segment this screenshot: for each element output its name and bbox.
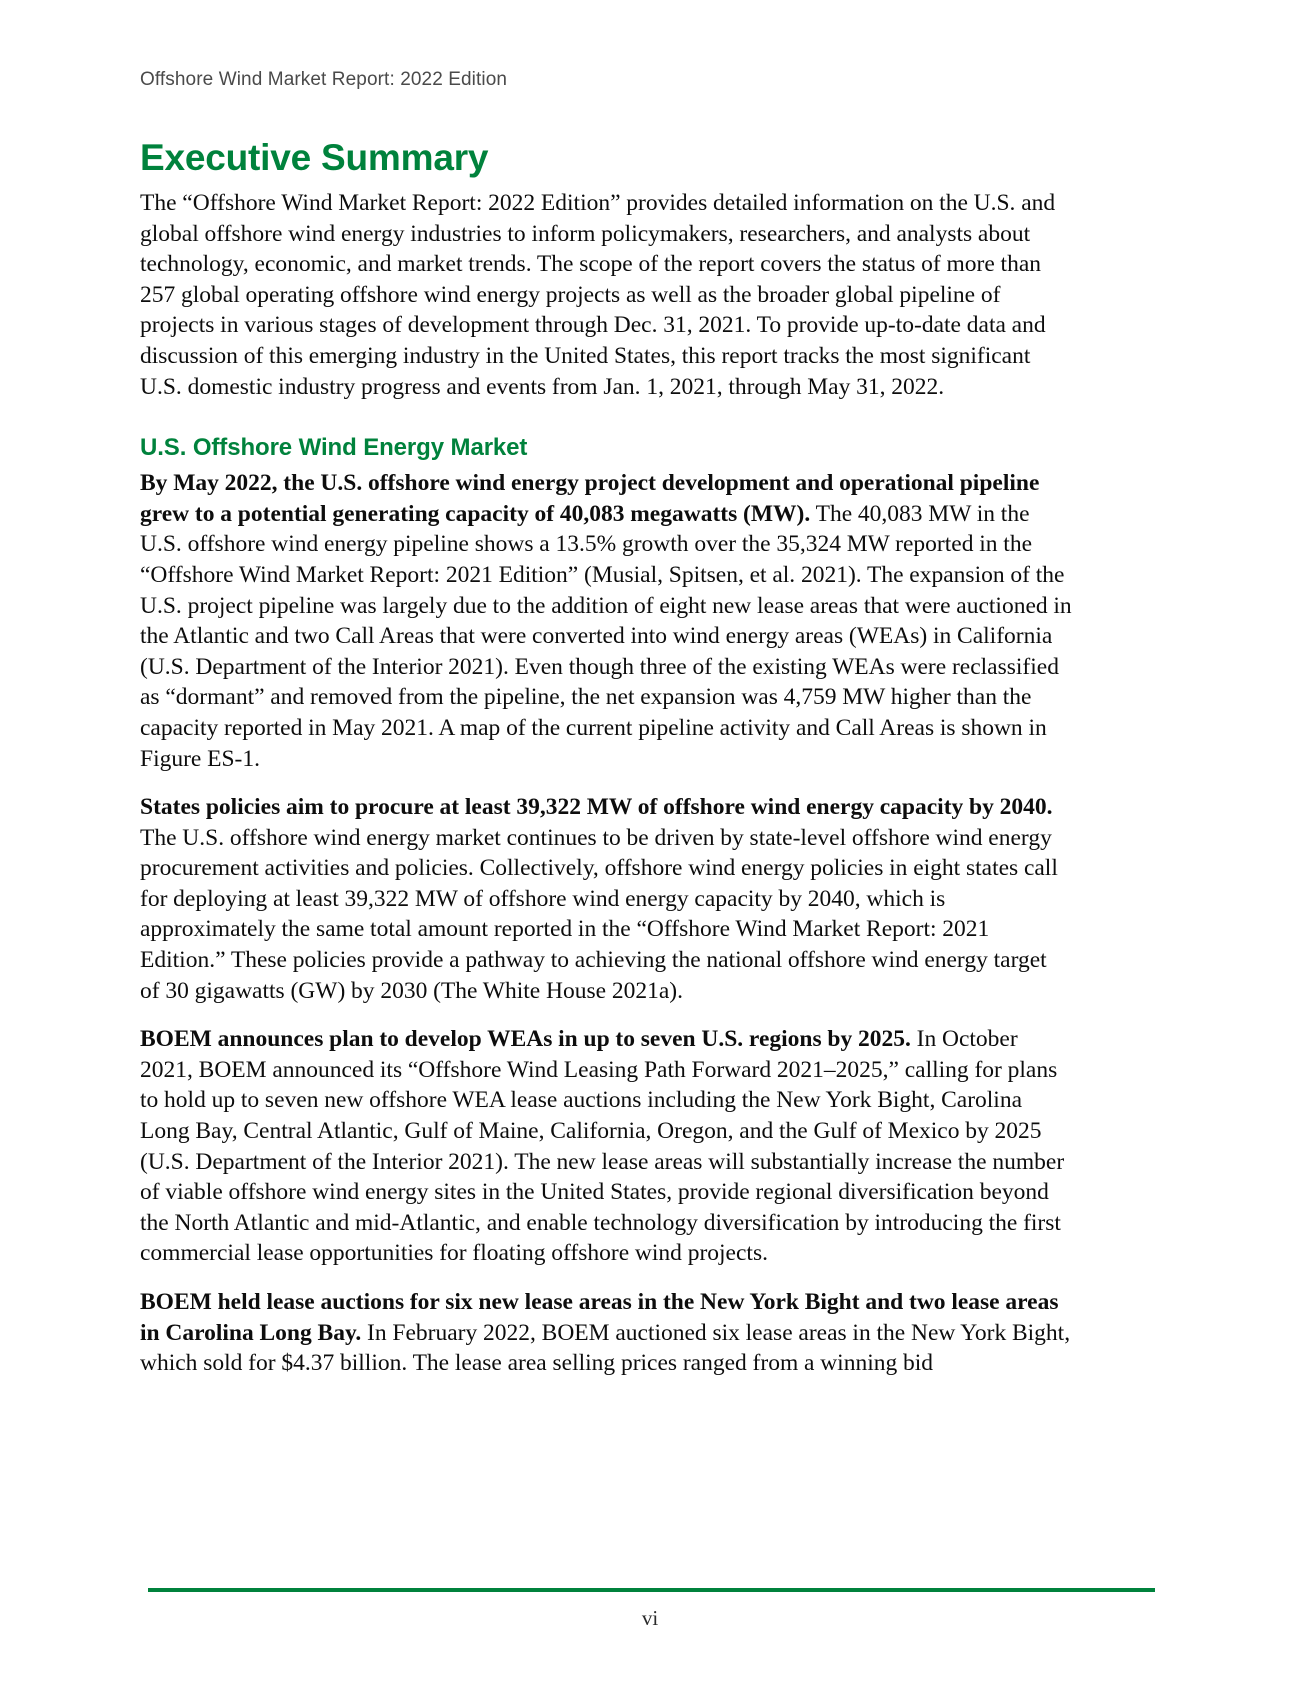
paragraph-body: The U.S. offshore wind energy market continues to be driven by state-level offshore wind energy procurement activities and policies. Collectively, offshore wind energy policies in eight states call for deploying at least 39,322 MW of offshore wind energy capacity by 2040, which is approximately the same total amount reported in the “Offshore Wind Market Report: 2021 Edition.” These policies provide a pathway to achieving the national offshore wind energy target of 30 gigawatts (GW) by 2030 (The White House 2021a). — [140, 824, 1058, 1004]
paragraph-lead: BOEM held lease auctions for six new lease areas in the New York Bight and two lease areas in Carolina Long Bay. — [140, 1289, 1059, 1346]
paragraph-body: In February 2022, BOEM auctioned six lease areas in the New York Bight, which sold for $4.37 billion. The lease area selling prices ranged from a winning bid — [140, 1319, 1071, 1377]
paragraph-lead: States policies aim to procure at least 39,322 MW of offshore wind energy capacity by 2040. — [140, 794, 1053, 821]
paragraph-lead: BOEM announces plan to develop WEAs in up to seven U.S. regions by 2025. — [140, 1026, 911, 1053]
paragraph-lead: By May 2022, the U.S. offshore wind energy project development and operational pipeline grew to a potential generating capacity of 40,083 megawatts (MW). — [140, 470, 1040, 527]
section-title-us-offshore-wind-energy-market: U.S. Offshore Wind Energy Market — [140, 434, 528, 462]
section-paragraph — [140, 1287, 1072, 1379]
footer-rule — [148, 1588, 1155, 1592]
section-paragraph — [140, 468, 1072, 774]
intro-paragraph: The “Offshore Wind Market Report: 2022 Edition” provides detailed information on the U.S. and global offshore wind energy industries to inform policymakers, researchers, and analysts about technology, economic, and market trends. The scope of the report covers the status of more than 257 global operating offshore wind energy projects as well as the broader global pipeline of projects in various stages of development through Dec. 31, 2021. To provide up-to-date data and discussion of this emerging industry in the United States, this report tracks the most significant U.S. domestic industry progress and events from Jan. 1, 2021, through May 31, 2022. — [140, 190, 1056, 400]
page-content — [140, 136, 1072, 1379]
running-header: Offshore Wind Market Report: 2022 Edition — [140, 69, 508, 90]
paragraph-body: In October 2021, BOEM announced its “Offshore Wind Leasing Path Forward 2021–2025,” calling for plans to hold up to seven new offshore WEA lease auctions including the New York Bight, Carolina Long Bay, Central Atlantic, Gulf of Maine, California, Oregon, and the Gulf of Mexico by 2025 (U.S. Department of the Interior 2021). The new lease areas will substantially increase the number of viable offshore wind energy sites in the United States, provide regional diversification beyond the North Atlantic and mid-Atlantic, and enable technology diversification by introducing the first commercial lease opportunities for floating offshore wind projects. — [140, 1026, 1065, 1267]
section-paragraph — [140, 792, 1072, 1006]
chapter-title: Executive Summary — [140, 137, 489, 178]
section-paragraph — [140, 1024, 1072, 1269]
paragraph-body: The 40,083 MW in the U.S. offshore wind energy pipeline shows a 13.5% growth over the 35,324 MW reported in the “Offshore Wind Market Report: 2021 Edition” (Musial, Spitsen, et al. 2021). The expansion of the U.S. project pipeline was largely due to the addition of eight new lease areas that were auctioned in the Atlantic and two Call Areas that were converted into wind energy areas (WEAs) in California (U.S. Department of the Interior 2021). Even though three of the existing WEAs were reclassified as “dormant” and removed from the pipeline, the net expansion was 4,759 MW higher than the capacity reported in May 2021. A map of the current pipeline activity and Call Areas is shown in Figure ES-1. — [140, 500, 1072, 772]
page-number: vi — [641, 1606, 659, 1630]
